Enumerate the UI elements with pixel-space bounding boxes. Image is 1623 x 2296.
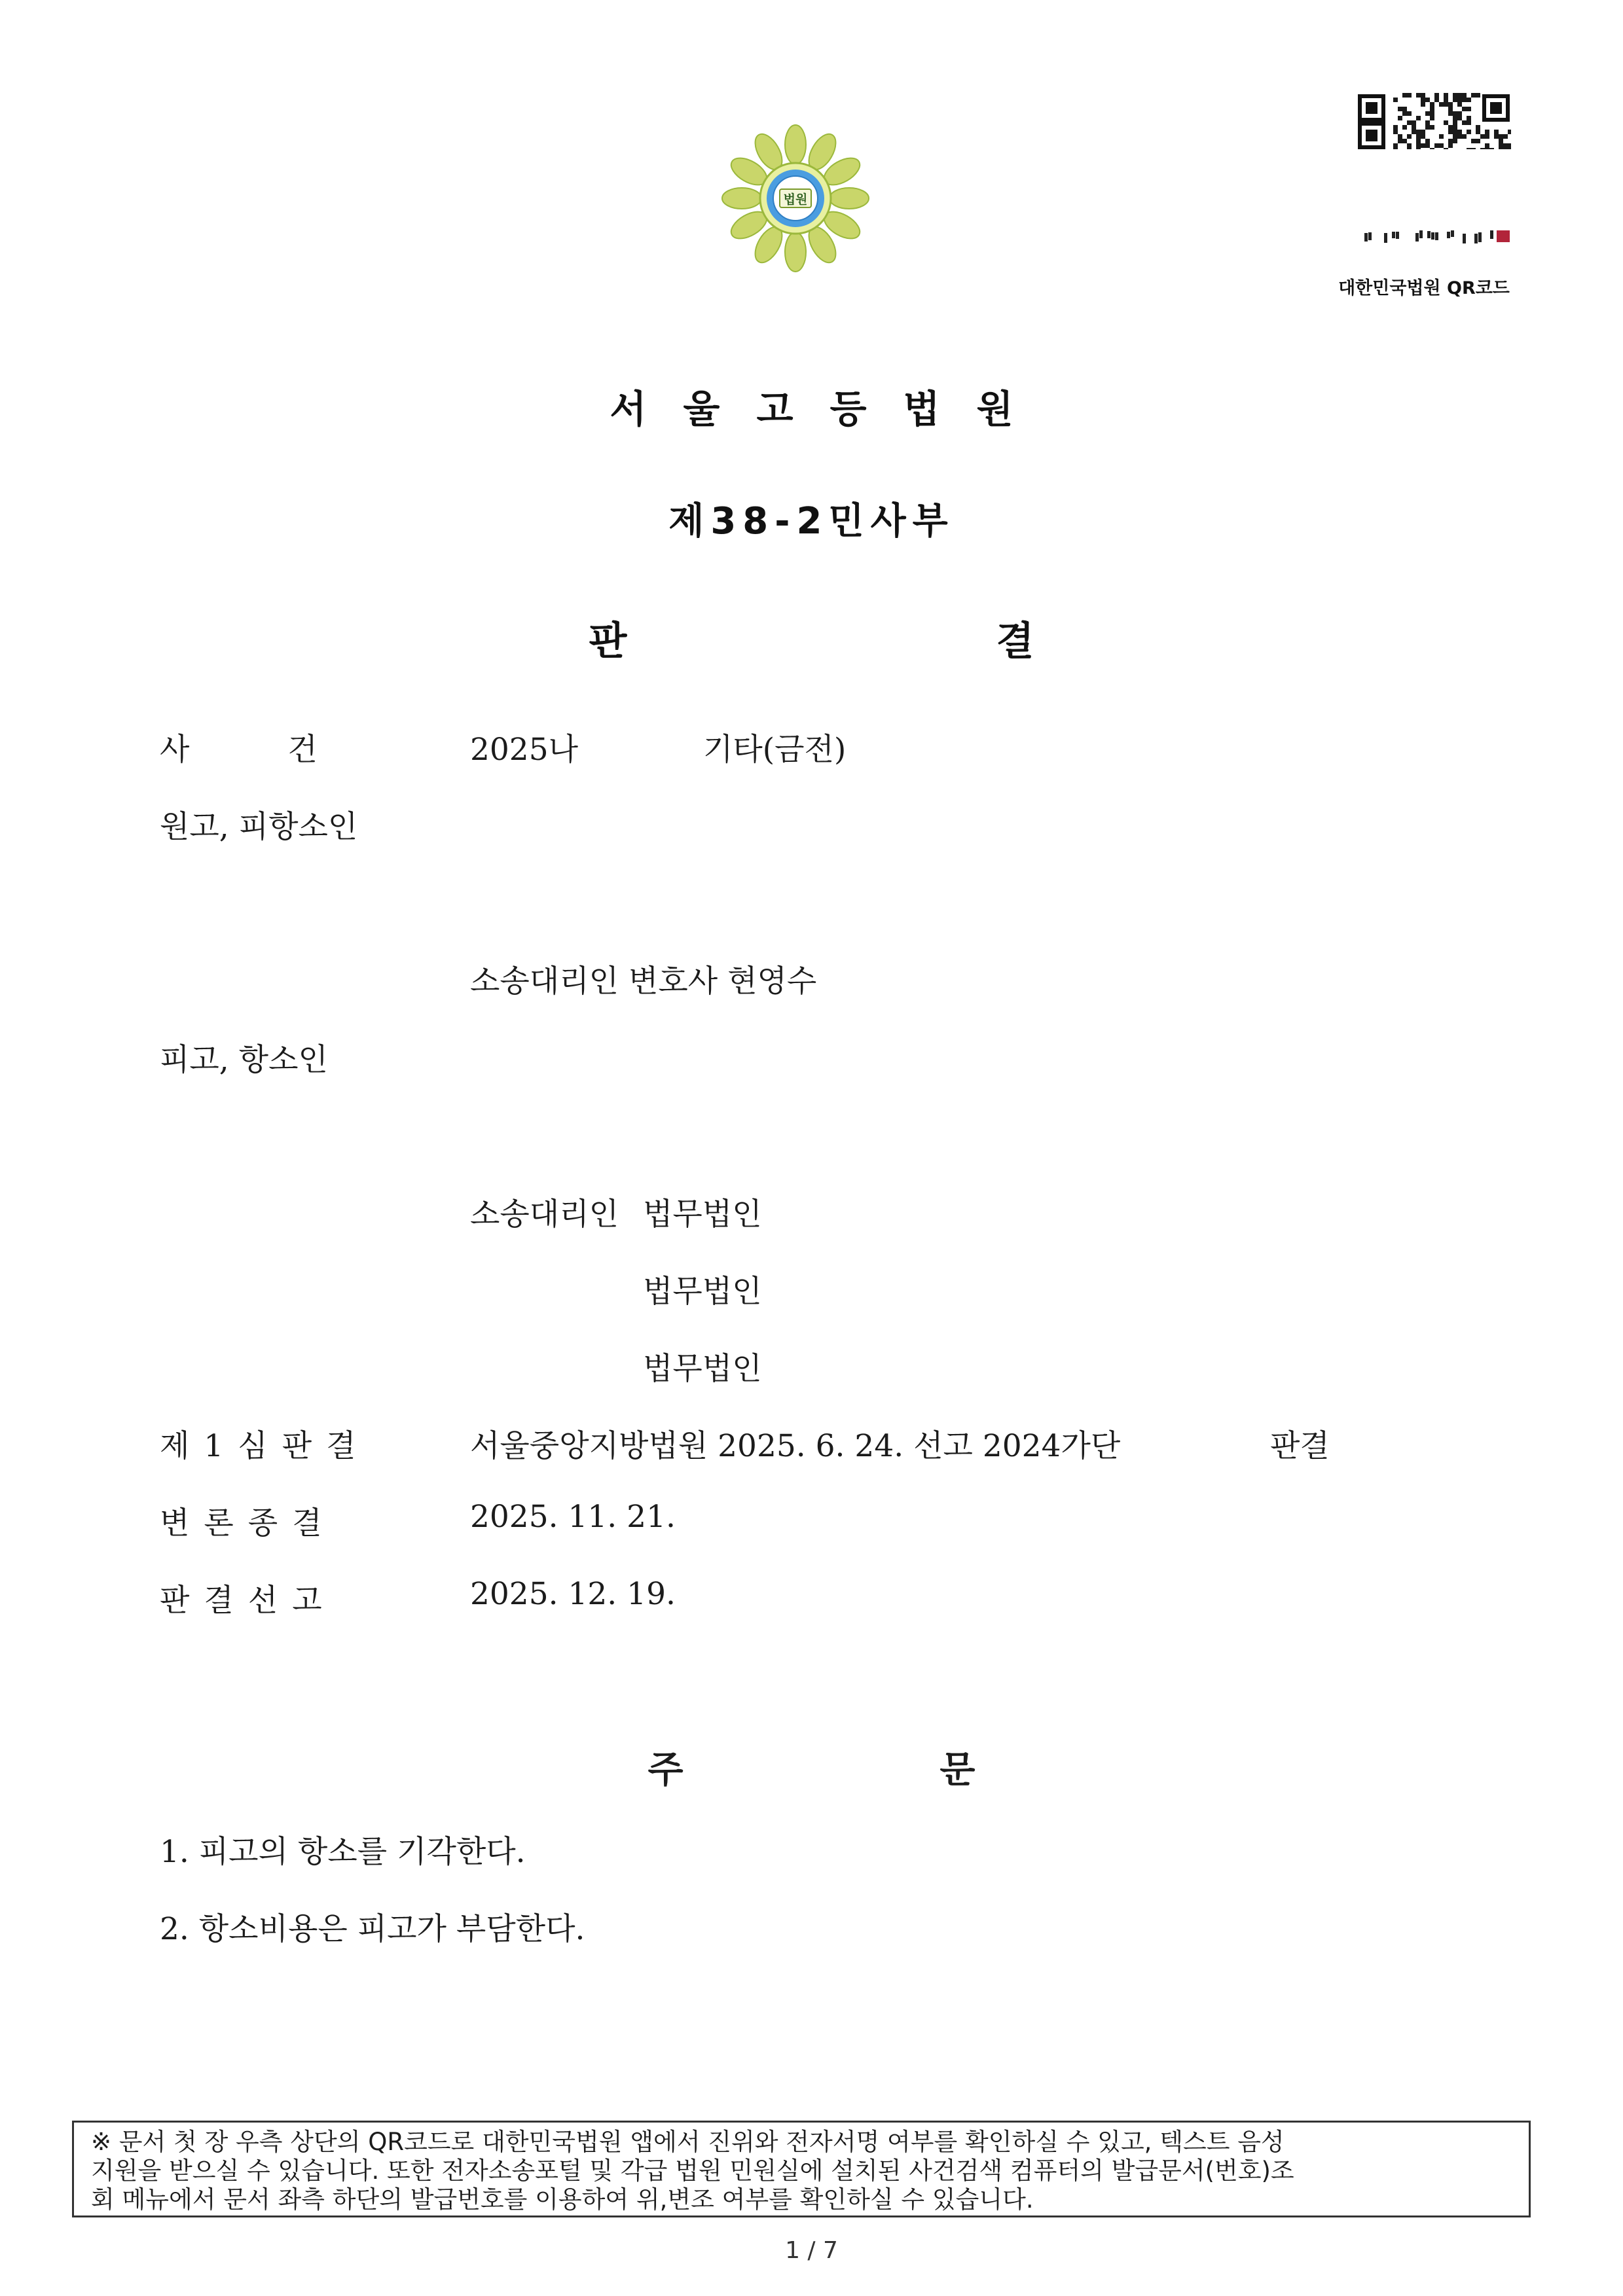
hearing-end-label: 변론종결: [160, 1505, 337, 1541]
defendant-counsel-firm: 법무법인: [643, 1274, 762, 1310]
plaintiff-label: 원고, 피항소인: [160, 809, 358, 845]
qr-code-caption: 대한민국법원 QR코드: [1338, 278, 1510, 298]
notice-line: 회 메뉴에서 문서 좌측 하단의 발급번호를 이용하여 위,변조 여부를 확인하실 수 있습니다.: [91, 2185, 1034, 2214]
document-title-char-1: 판: [589, 619, 627, 664]
order-item: 1. 피고의 항소를 기각한다.: [160, 1834, 526, 1870]
first-instance-label: 제1심판결: [160, 1428, 371, 1464]
notice-line: 지원을 받으실 수 있습니다. 또한 전자소송포털 및 각급 법원 민원실에 설치된 사건검색 컴퓨터의 발급문서(번호)조: [91, 2157, 1294, 2185]
plaintiff-counsel: 소송대리인 변호사 현영수: [470, 963, 817, 999]
document-title: [0, 610, 1623, 666]
order-title-char-2: 문: [939, 1749, 976, 1791]
notice-line: ※ 문서 첫 장 우측 상단의 QR코드로 대한민국법원 앱에서 진위와 전자서명 여부를 확인하실 수 있고, 텍스트 음성: [91, 2128, 1285, 2156]
defendant-label: 피고, 항소인: [160, 1042, 328, 1078]
verification-notice: [72, 2121, 1531, 2217]
page-number: 1 / 7: [785, 2237, 838, 2264]
case-number: 2025나: [470, 732, 579, 768]
case-label-char-1: 사: [160, 732, 190, 768]
defendant-counsel-firm: 법무법인: [643, 1351, 762, 1387]
hearing-end-date: 2025. 11. 21.: [470, 1499, 676, 1535]
pronouncement-date: 2025. 12. 19.: [470, 1576, 676, 1612]
court-division: 제38-2민사부: [668, 500, 955, 543]
qr-issue-strip-icon: [1357, 226, 1511, 246]
order-title: [0, 1741, 1623, 1793]
document-title-char-2: 결: [996, 619, 1034, 664]
pronouncement-label: 판결선고: [160, 1583, 337, 1619]
first-instance-suffix: 판결: [1270, 1428, 1330, 1464]
defendant-counsel-firm: 법무법인: [643, 1196, 762, 1232]
order-title-char-1: 주: [647, 1749, 684, 1791]
first-instance-value: 서울중앙지방법원 2025. 6. 24. 선고 2024가단: [470, 1428, 1121, 1464]
court-name: 서울고등법원: [610, 387, 1050, 431]
defendant-counsel-prefix: 소송대리인: [470, 1196, 619, 1232]
emblem-label: 법원: [783, 192, 808, 207]
case-type: 기타(금전): [703, 732, 847, 768]
case-label-char-2: 건: [287, 732, 318, 768]
court-emblem-icon: [719, 122, 872, 275]
qr-code-icon: [1357, 93, 1511, 149]
case-label: [160, 725, 318, 769]
order-item: 2. 항소비용은 피고가 부담한다.: [160, 1911, 585, 1947]
